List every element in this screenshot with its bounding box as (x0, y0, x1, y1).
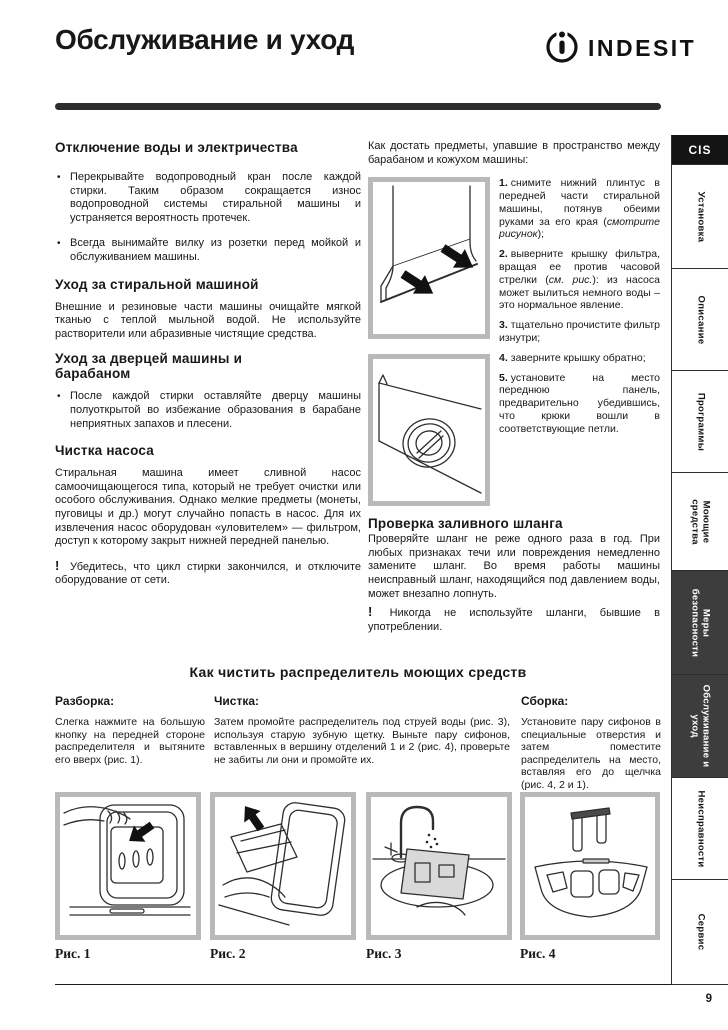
brand-name: INDESIT (588, 35, 697, 61)
left-column (55, 140, 361, 598)
tab-label: Неисправности (695, 789, 707, 868)
section-heading-water-power: Отключение воды и электричества (55, 140, 298, 155)
filter-cap-image (368, 354, 490, 506)
paragraph: Проверяйте шланг не реже одного раза в год. При любых признаках течи или повреждения немедленно замените шланг. Во время работы машины неисправный шланг, находящийся под давлением воды, может внезапно лопнуть. (368, 533, 660, 600)
bullet-icon: • (57, 238, 61, 250)
figures-row (55, 792, 661, 970)
right-column (368, 140, 660, 644)
sidebar-tab-description (672, 269, 728, 371)
step-item (499, 352, 660, 365)
page-number: 9 (705, 993, 712, 1005)
header-divider (55, 103, 661, 110)
list-item (55, 171, 361, 225)
step-number: 5. (499, 371, 508, 384)
list-item (55, 237, 361, 264)
column-cleaning (214, 694, 510, 792)
tab-label: CIS (688, 142, 712, 157)
sidebar-tabs (671, 135, 728, 985)
column-text: Установите пару сифонов в специальные отверстия и затем поместите распределитель на место, вставляя его до щелчка (рис. 4, 2 и 1). (521, 716, 661, 791)
paragraph: Внешние и резиновые части машины очищайте мягкой тканью с теплой мыльной водой. Не используйте растворители или абразивные чистящие средства. (55, 300, 361, 340)
section-heading-pump: Чистка насоса (55, 443, 154, 459)
hose-section (368, 516, 660, 634)
section-heading-door-drum: Уход за дверцей машины и барабаном (55, 351, 243, 382)
step-text: тщательно прочистите фильтр изнутри; (499, 319, 660, 344)
column-assembly (521, 694, 661, 792)
sidebar-tab-detergents (672, 473, 728, 571)
figure-1-image (55, 792, 201, 940)
column-title: Разборка: (55, 694, 115, 708)
bullet-icon: • (57, 172, 61, 183)
tab-label: Сервис (695, 913, 707, 951)
step-text: выверните крышку фильтра, вращая ее против часовой стрелки ( (499, 248, 660, 286)
list-item-text: Перекрывайте водопроводный кран после каждой стирки. Таким образом сокращается износ водопроводной системы стиральной машины и устраняется вероятность протечек. (70, 171, 361, 224)
page-title: Обслуживание и уход (55, 24, 355, 55)
warning-mark-icon: ! (55, 557, 60, 573)
column-disassembly (55, 694, 205, 792)
sidebar-tab-programs (672, 371, 728, 473)
sidebar-tab-maintenance (672, 675, 728, 778)
column-title: Чистка: (214, 694, 260, 708)
figure-3-caption: Рис. 3 (366, 946, 402, 961)
figure-2-caption: Рис. 2 (210, 946, 246, 961)
section-heading-hose: Проверка заливного шланга (368, 516, 563, 532)
list-item-text: Всегда вынимайте вилку из розетки перед мойкой и обслуживанием машины. (70, 237, 361, 263)
list-item-text: После каждой стирки оставляйте дверцу машины полуоткрытой во избежание образования в барабане неприятных запахов и плесени. (70, 390, 361, 430)
dispenser-heading: Как чистить распределитель моющих средств (189, 664, 527, 680)
warning-mark-icon: ! (368, 604, 373, 620)
sidebar-tab-safety (672, 571, 728, 675)
step-number: 4. (499, 351, 508, 364)
retrieve-steps (499, 177, 660, 506)
footer-divider (55, 984, 701, 985)
step-text-italic: см. рис. (548, 273, 593, 286)
step-text: заверните крышку обратно; (510, 351, 646, 364)
step-item (499, 248, 660, 312)
step-text: ): из насоса может вылиться немного воды – это нормальное явление. (499, 273, 660, 312)
brand-logo (543, 27, 696, 70)
warning-note (368, 605, 660, 634)
sidebar-tab-service (672, 880, 728, 985)
warning-note (55, 559, 361, 588)
sidebar-tab-installation (672, 165, 728, 269)
tab-label: Обслуживание и уход (690, 684, 712, 768)
tab-label: Установка (695, 191, 707, 242)
dispenser-columns (55, 694, 661, 792)
sidebar-tab-cis (672, 135, 728, 165)
section-heading-machine-care: Уход за стиральной машиной (55, 276, 259, 292)
column-text: Затем промойте распределитель под струей воды (рис. 3), используя старую зубную щетку. Выньте пару сифонов, вставленных в вершину отделений 1 и 2 (рис. 4), проверьте не забиты ли они и промойте их. (214, 716, 510, 766)
retrieve-intro: Как достать предметы, упавшие в пространство между барабаном и кожухом машины: (368, 140, 660, 166)
paragraph: Стиральная машина имеет сливной насос самоочищающегося типа, который не требует очистки или особого обслуживания. Однако мелкие предметы (монеты, пуговицы и др.) могут случайно попасть в насос. Для их извлечения насос оборудован «уловителем» — фильтром, доступ к которому закрыт нижней передней панелью. (55, 467, 361, 548)
figure-3-image (366, 792, 512, 940)
figure-1-caption: Рис. 1 (55, 946, 91, 961)
figure-2-image (210, 792, 356, 940)
warning-text: Никогда не используйте шланги, бывшие в употреблении. (368, 607, 660, 633)
tab-label: Моющие средства (690, 498, 712, 545)
step-text: установите на место переднюю панель, предварительно убедившись, что крюки вошли в соответствующие петли. (499, 371, 660, 435)
retrieve-illustrations (368, 177, 490, 506)
step-number: 1. (499, 177, 508, 190)
tab-label: Программы (695, 392, 707, 451)
list-item (55, 390, 361, 431)
step-number: 3. (499, 319, 508, 332)
indesit-circle-i-icon (543, 27, 581, 70)
retrieve-block (368, 177, 660, 506)
column-title: Сборка: (521, 694, 569, 708)
step-item (499, 319, 660, 345)
step-text: ); (537, 228, 545, 241)
step-item (499, 177, 660, 241)
bullet-icon: • (57, 391, 61, 403)
tab-label: Меры безопасности (690, 588, 712, 657)
step-number: 2. (499, 248, 508, 261)
figure-4-image (520, 792, 660, 940)
step-item (499, 372, 660, 436)
column-text: Слегка нажмите на большую кнопку на передней стороне распределителя и вытяните его вверх (рис. 1). (55, 716, 205, 766)
dispenser-section (55, 664, 661, 792)
plinth-removal-image (368, 177, 490, 339)
sidebar-tab-troubleshooting (672, 778, 728, 880)
figure-4-caption: Рис. 4 (520, 946, 556, 961)
tab-label: Описание (695, 295, 707, 344)
step-text-italic: смотрите рисунок (499, 215, 660, 241)
warning-text: Убедитесь, что цикл стирки закончился, и отключите оборудование от сети. (55, 560, 361, 587)
step-text: снимите нижний плинтус в передней части стиральной машины, потянув обеими руками за его края ( (499, 177, 660, 228)
